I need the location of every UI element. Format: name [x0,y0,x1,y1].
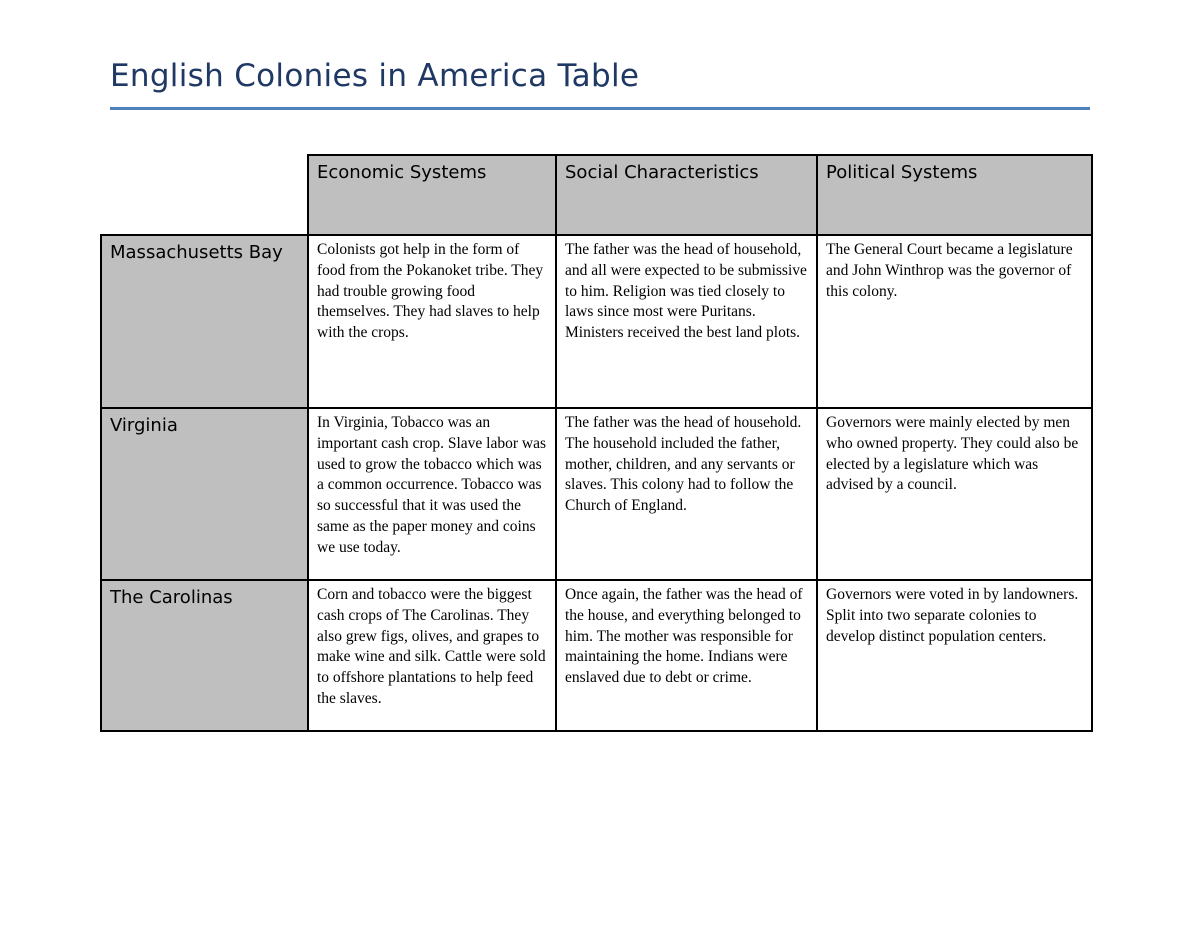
row-header-colony: Virginia [101,408,308,580]
cell-economic: Colonists got help in the form of food from the Pokanoket tribe. They had trouble growing food themselves. They had slaves to help with the crops. [308,235,556,408]
row-header-colony: Massachusetts Bay [101,235,308,408]
cell-political: Governors were voted in by landowners. Split into two separate colonies to develop distinct population centers. [817,580,1092,731]
column-header-economic: Economic Systems [308,155,556,235]
column-header-political: Political Systems [817,155,1092,235]
colonies-table [100,154,1093,732]
cell-social: Once again, the father was the head of the house, and everything belonged to him. The mother was responsible for maintaining the home. Indians were enslaved due to debt or crime. [556,580,817,731]
table-row [101,580,1092,731]
table-header-row [101,155,1092,235]
document-title: English Colonies in America Table [110,58,640,94]
table-row [101,235,1092,408]
table-corner-empty [101,155,308,235]
table-row [101,408,1092,580]
cell-social: The father was the head of household. The household included the father, mother, children, and any servants or slaves. This colony had to follow the Church of England. [556,408,817,580]
cell-economic: In Virginia, Tobacco was an important cash crop. Slave labor was used to grow the tobacco which was a common occurrence. Tobacco was so successful that it was used the same as the paper money and coins we use today. [308,408,556,580]
cell-political: The General Court became a legislature and John Winthrop was the governor of this colony. [817,235,1092,408]
cell-political: Governors were mainly elected by men who owned property. They could also be elected by a legislature which was advised by a council. [817,408,1092,580]
row-header-colony: The Carolinas [101,580,308,731]
cell-social: The father was the head of household, and all were expected to be submissive to him. Religion was tied closely to laws since most were Puritans. Ministers received the best land plots. [556,235,817,408]
column-header-social: Social Characteristics [556,155,817,235]
title-underline [110,107,1090,110]
cell-economic: Corn and tobacco were the biggest cash crops of The Carolinas. They also grew figs, olives, and grapes to make wine and silk. Cattle were sold to offshore plantations to help feed the slaves. [308,580,556,731]
